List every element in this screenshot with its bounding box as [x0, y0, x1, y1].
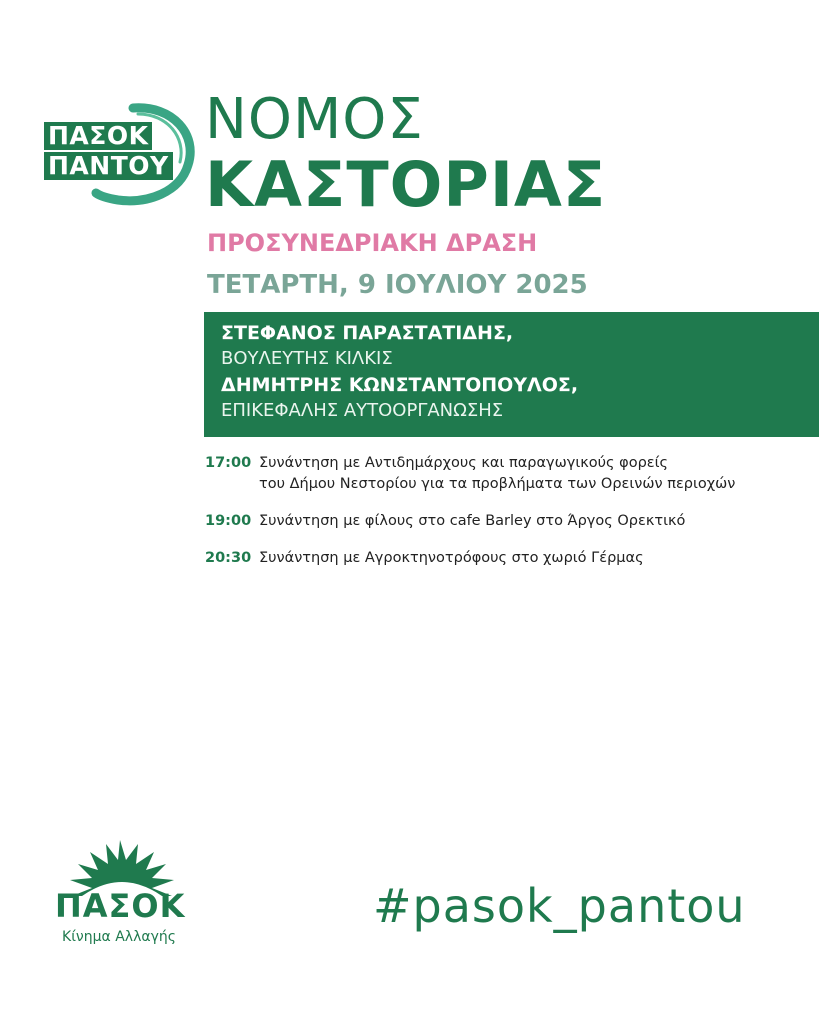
- schedule-time: 17:00: [205, 455, 252, 471]
- schedule-item: [205, 453, 805, 495]
- schedule-time: 19:00: [205, 513, 252, 529]
- schedule-text: Συνάντηση με Αντιδημάρχους και παραγωγικούς φορείς του Δήμου Νεστορίου για τα προβλήματα των Ορεινών περιοχών: [259, 455, 736, 492]
- schedule-item: [205, 548, 805, 569]
- logo-tagline: Κίνημα Αλλαγής: [62, 929, 176, 945]
- schedule-text: Συνάντηση με Αγροκτηνοτρόφους στο χωριό Γέρμας: [259, 550, 644, 566]
- logo-word: ΠΑΣΟΚ: [55, 887, 186, 925]
- badge-line-2: ΠΑΝΤΟΥ: [44, 152, 173, 180]
- subtitle: ΠΡΟΣΥΝΕΔΡΙΑΚΗ ΔΡΑΣΗ: [207, 229, 538, 257]
- speaker-2-name: ΔΗΜΗΤΡΗΣ ΚΩΝΣΤΑΝΤΟΠΟΥΛΟΣ,: [221, 374, 579, 396]
- pasok-logo: [52, 838, 192, 948]
- speaker-1-role: ΒΟΥΛΕΥΤΗΣ ΚΙΛΚΙΣ: [221, 348, 393, 369]
- speaker-1-name: ΣΤΕΦΑΝΟΣ ΠΑΡΑΣΤΑΤΙΔΗΣ,: [221, 322, 514, 344]
- speaker-2-role: ΕΠΙΚΕΦΑΛΗΣ ΑΥΤΟΟΡΓΑΝΩΣΗΣ: [221, 400, 504, 421]
- hashtag: #pasok_pantou: [373, 879, 746, 933]
- schedule-time: 20:30: [205, 550, 252, 566]
- title-line-2: ΚΑΣΤΟΡΙΑΣ: [205, 148, 607, 221]
- speakers-box: [204, 312, 819, 437]
- event-date: ΤΕΤΑΡΤΗ, 9 ΙΟΥΛΙΟΥ 2025: [207, 270, 588, 300]
- schedule-text: Συνάντηση με φίλους στο cafe Barley στο Άργος Ορεκτικό: [259, 513, 686, 529]
- badge-line-1: ΠΑΣΟΚ: [44, 122, 152, 150]
- pasok-pantou-badge: [38, 100, 198, 210]
- schedule-list: [205, 453, 805, 585]
- schedule-item: [205, 511, 805, 532]
- title-line-1: ΝΟΜΟΣ: [205, 87, 424, 152]
